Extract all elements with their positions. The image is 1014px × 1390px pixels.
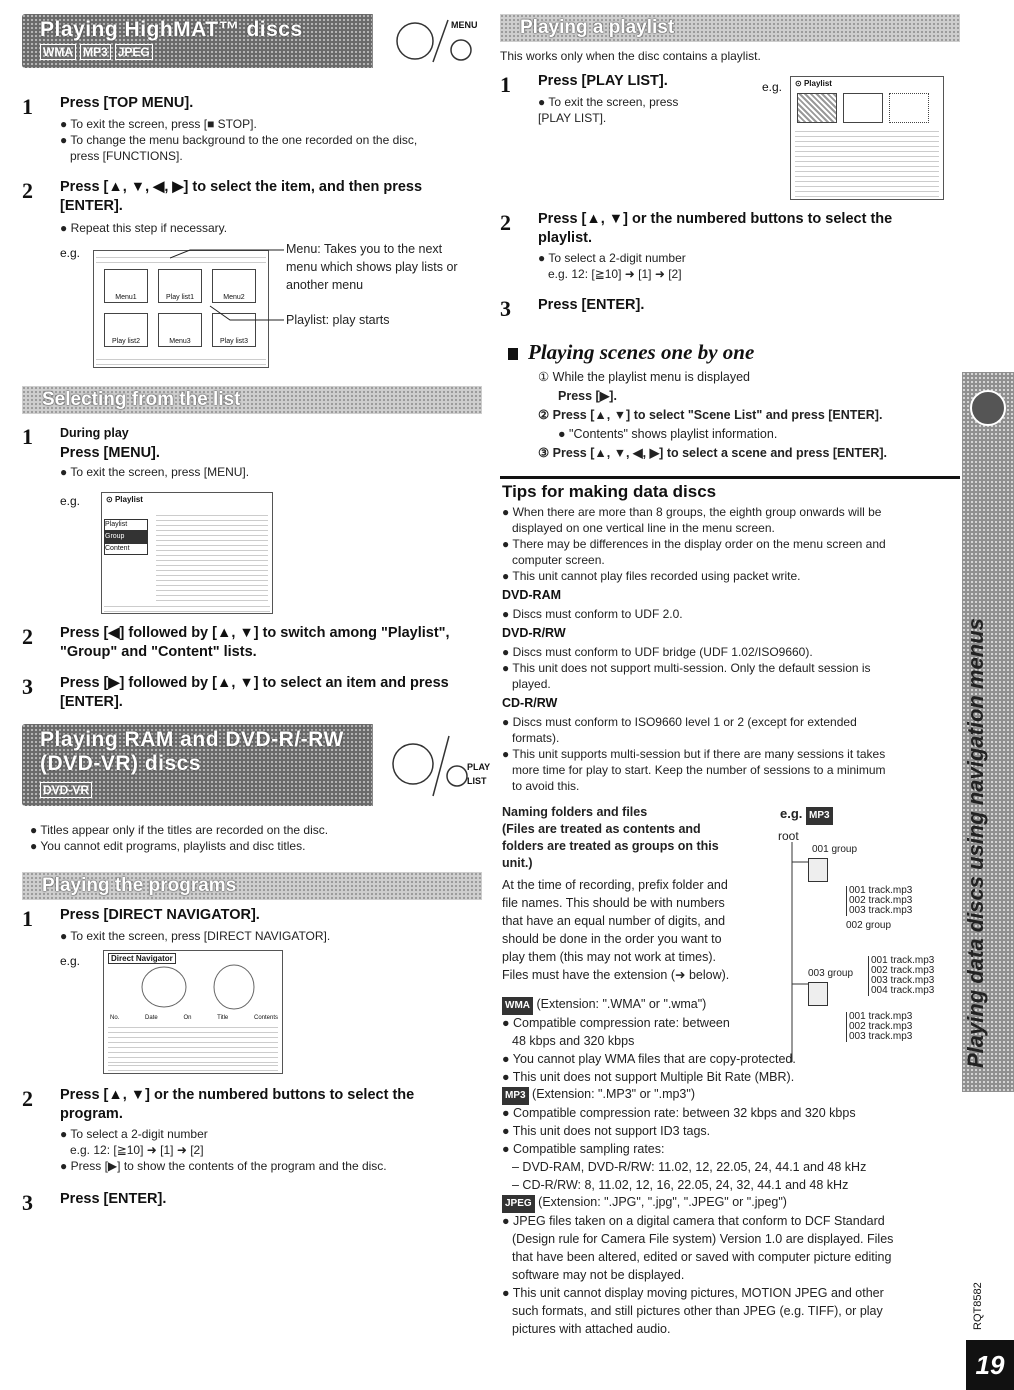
eg-label: e.g. [60, 246, 81, 260]
tree-files-1: 001 track.mp3 002 track.mp3 003 track.mp3 [846, 886, 912, 916]
dvdram-line: ● Discs must conform to UDF 2.0. [502, 607, 683, 621]
step-number: 2 [22, 178, 33, 203]
programs-banner [22, 872, 482, 900]
step-head: Press [PLAY LIST]. [538, 73, 668, 89]
selecting-list-screen [101, 492, 273, 614]
screen-header: ⊙ Playlist [106, 495, 143, 504]
side-tab-text: Playing data discs using navigation menus [963, 618, 988, 1068]
tips-title: Tips for making data discs [502, 482, 717, 501]
selecting-banner [22, 386, 482, 414]
tree-group: 001 group [812, 844, 858, 855]
screen-box: Play list2 [104, 313, 148, 347]
list-deco-label: LIST [467, 776, 487, 786]
screen-box: Play list3 [212, 313, 256, 347]
cdr-head: CD-R/RW [502, 696, 558, 710]
menu-callout: Menu: Takes you to the next menu which shows play lists or another menu [286, 242, 458, 292]
screen-header: Direct Navigator [108, 953, 176, 964]
playlist-screen [790, 76, 944, 200]
screen-box: Menu2 [212, 269, 256, 303]
step-head: Press [◀] followed by [▲, ▼] to switch among "Playlist", "Group" and "Content" lists. [60, 625, 450, 660]
tag-dvd-vr: DVD-VR [40, 782, 92, 798]
wma-ext: WMA (Extension: ".WMA" or ".wma") [502, 996, 706, 1015]
thumbnail [797, 93, 837, 123]
dvdram-head: DVD-RAM [502, 588, 562, 602]
mp3-badge: MP3 [806, 807, 833, 825]
thumbnail [843, 93, 883, 123]
screen-menu: Playlist Group Content [104, 519, 148, 555]
folder-icon [808, 858, 828, 882]
naming-body: At the time of recording, prefix folder and file names. This should be with numbers that have an equal number of digits, and should be done in the order you want to play them (this may not work at times). Files must have the extension (➜ below). [502, 878, 730, 982]
callout-lines [170, 244, 290, 334]
step-head: Press [▲, ▼] or the numbered buttons to select the program. [60, 1087, 415, 1122]
mp3-ext: MP3 (Extension: ".MP3" or ".mp3") [502, 1086, 695, 1105]
during-play: During play [60, 426, 129, 440]
playlist-step-1-notes: ● To exit the screen, press [PLAY LIST]. [538, 95, 679, 125]
step-head: Press [ENTER]. [60, 1191, 167, 1207]
folder-icon [808, 982, 828, 1006]
tips-general: ● When there are more than 8 groups, the eighth group onwards will be displayed on one vertical line in the menu screen. ● There may be differences in the display order on the menu screen and computer screen. ● This unit cannot play files recorded using packet write. [502, 505, 886, 583]
screen-box: Menu1 [104, 269, 148, 303]
screen-box: Menu3 [158, 313, 202, 347]
step-head: Press [▶] followed by [▲, ▼] to select an item and press [ENTER]. [60, 675, 449, 710]
tree-eg: e.g. MP3 [780, 806, 833, 825]
ram-title-1: Playing RAM and DVD-R/-RW [40, 728, 344, 751]
mp3-badge: MP3 [502, 1087, 529, 1105]
scenes-title: Playing scenes one by one [528, 340, 755, 364]
tag-jpeg: JPEG [115, 44, 153, 60]
highmat-banner [22, 14, 482, 68]
tag-mp3: MP3 [80, 44, 111, 60]
jpeg-lines: ● JPEG files taken on a digital camera that conform to DCF Standard (Design rule for Camera File system) Version 1.0 are displayed. Files that have been altered, edited or saved with computer picture editing software may not be displayed. ● This unit cannot display moving pictures, MOTION JPEG and other such formats, and still pictures other than JPEG (e.g. TIFF), or play pictures with attached audio. [502, 1214, 894, 1336]
ram-title-2: (DVD-VR) discs [40, 752, 202, 775]
thumbnail-faces [124, 957, 274, 1011]
tree-group: 003 group [808, 968, 854, 979]
playlist-step-2-notes: ● To select a 2-digit number e.g. 12: [≧10] ➜ [1] ➜ [2] [538, 251, 686, 281]
section-bullet [508, 348, 518, 360]
playlist-intro: This works only when the disc contains a playlist. [500, 49, 761, 63]
screen-header: ⊙ Playlist [795, 79, 832, 88]
thumbnail [889, 93, 929, 123]
eg-label: e.g. [60, 494, 81, 508]
playlist-banner [500, 14, 960, 42]
jpeg-ext: JPEG (Extension: ".JPG", ".jpg", ".JPEG" or ".jpeg") [502, 1194, 787, 1213]
direct-navigator-screen [103, 950, 283, 1074]
step-head: Press [▲, ▼, ◀, ▶] to select the item, and then press [ENTER]. [60, 179, 423, 214]
naming-head: Naming folders and files (Files are treated as contents and folders are treated as groups on this unit.) [502, 805, 719, 870]
play-deco-label: PLAY [467, 762, 491, 772]
programs-step-1-note: ● To exit the screen, press [DIRECT NAVIGATOR]. [60, 929, 331, 943]
wma-lines: ● Compatible compression rate: between 48 kbps and 320 kbps ● You cannot play WMA files that are copy-protected. ● This unit does not support Multiple Bit Rate (MBR). [502, 1016, 796, 1084]
screen-box: Play list1 [158, 269, 202, 303]
step-head: Press [DIRECT NAVIGATOR]. [60, 907, 260, 923]
eg-label: e.g. [60, 954, 81, 968]
dvdr-head: DVD-R/RW [502, 626, 566, 640]
tree-files-2: 001 track.mp3 002 track.mp3 003 track.mp3 004 track.mp3 [868, 956, 934, 996]
step-head: Press [ENTER]. [538, 297, 645, 313]
screen-columns: No. Date On Title Contents [110, 1015, 278, 1021]
tips-rule [500, 476, 960, 479]
ram-notes: ● Titles appear only if the titles are recorded on the disc. ● You cannot edit programs, playlists and disc titles. [30, 823, 329, 853]
tree-root: root [778, 829, 799, 843]
selecting-title: Selecting from the list [42, 389, 241, 410]
playlist-button-icon [372, 724, 491, 806]
step-head: Press [TOP MENU]. [60, 95, 194, 111]
step-head: Press [MENU]. [60, 445, 160, 461]
mp3-lines: ● Compatible compression rate: between 32 kbps and 320 kbps ● This unit does not support ID3 tags. ● Compatible sampling rates: – DVD-RAM, DVD-R/RW: 11.02, 12, 22.05, 24, 44.1 and 48 kHz – CD-R/RW: 8, 11.02, 12, 16, 22.05, 24, 32, 44.1 and 48 kHz [502, 1106, 867, 1192]
eg-label: e.g. [762, 80, 783, 94]
step-head: Press [▲, ▼] or the numbered buttons to select the playlist. [538, 211, 893, 246]
menu-deco-label: MENU [451, 20, 478, 30]
tag-wma: WMA [40, 44, 76, 60]
step-number: 1 [22, 94, 33, 119]
highmat-step-1-notes: ● To exit the screen, press [■ STOP]. ● To change the menu background to the one recorded on the disc, press [FUNCTIONS]. [60, 117, 418, 163]
jpeg-badge: JPEG [502, 1195, 535, 1213]
disc-icon [970, 390, 1006, 426]
tree-group: 002 group [846, 920, 892, 931]
programs-title: Playing the programs [42, 875, 237, 896]
scenes-lines: ① While the playlist menu is displayed Press [▶]. ② Press [▲, ▼] to select "Scene List" and press [ENTER]. ● "Contents" shows playlist information. ③ Press [▲, ▼, ◀, ▶] to select a scene and press [ENTER]. [538, 370, 888, 460]
selecting-step-1-note: ● To exit the screen, press [MENU]. [60, 465, 250, 479]
wma-badge: WMA [502, 997, 533, 1015]
highmat-title: Playing HighMAT™ discs [40, 18, 303, 41]
cdr-lines: ● Discs must conform to ISO9660 level 1 or 2 (except for extended formats). ● This unit supports multi-session but if there are many sessions it takes more time for play to start. Keep the number of sessions to a minimum to avoid this. [502, 715, 886, 793]
ram-banner [22, 724, 491, 806]
doc-code: RQT8582 [972, 1282, 984, 1330]
menu-button-icon [372, 14, 482, 68]
dvdr-lines: ● Discs must conform to UDF bridge (UDF 1.02/ISO9660). ● This unit does not support multi-session. Only the default session is played. [502, 645, 871, 691]
programs-step-2-notes: ● To select a 2-digit number e.g. 12: [≧10] ➜ [1] ➜ [2] ● Press [▶] to show the contents of the program and the disc. [60, 1127, 387, 1173]
playlist-callout: Playlist: play starts [286, 313, 390, 327]
playlist-title: Playing a playlist [520, 17, 675, 38]
tree-files-3: 001 track.mp3 002 track.mp3 003 track.mp3 [846, 1012, 912, 1042]
highmat-step-2-note: ● Repeat this step if necessary. [60, 221, 228, 235]
page-number: 19 [966, 1340, 1014, 1390]
highmat-tags [40, 44, 157, 60]
